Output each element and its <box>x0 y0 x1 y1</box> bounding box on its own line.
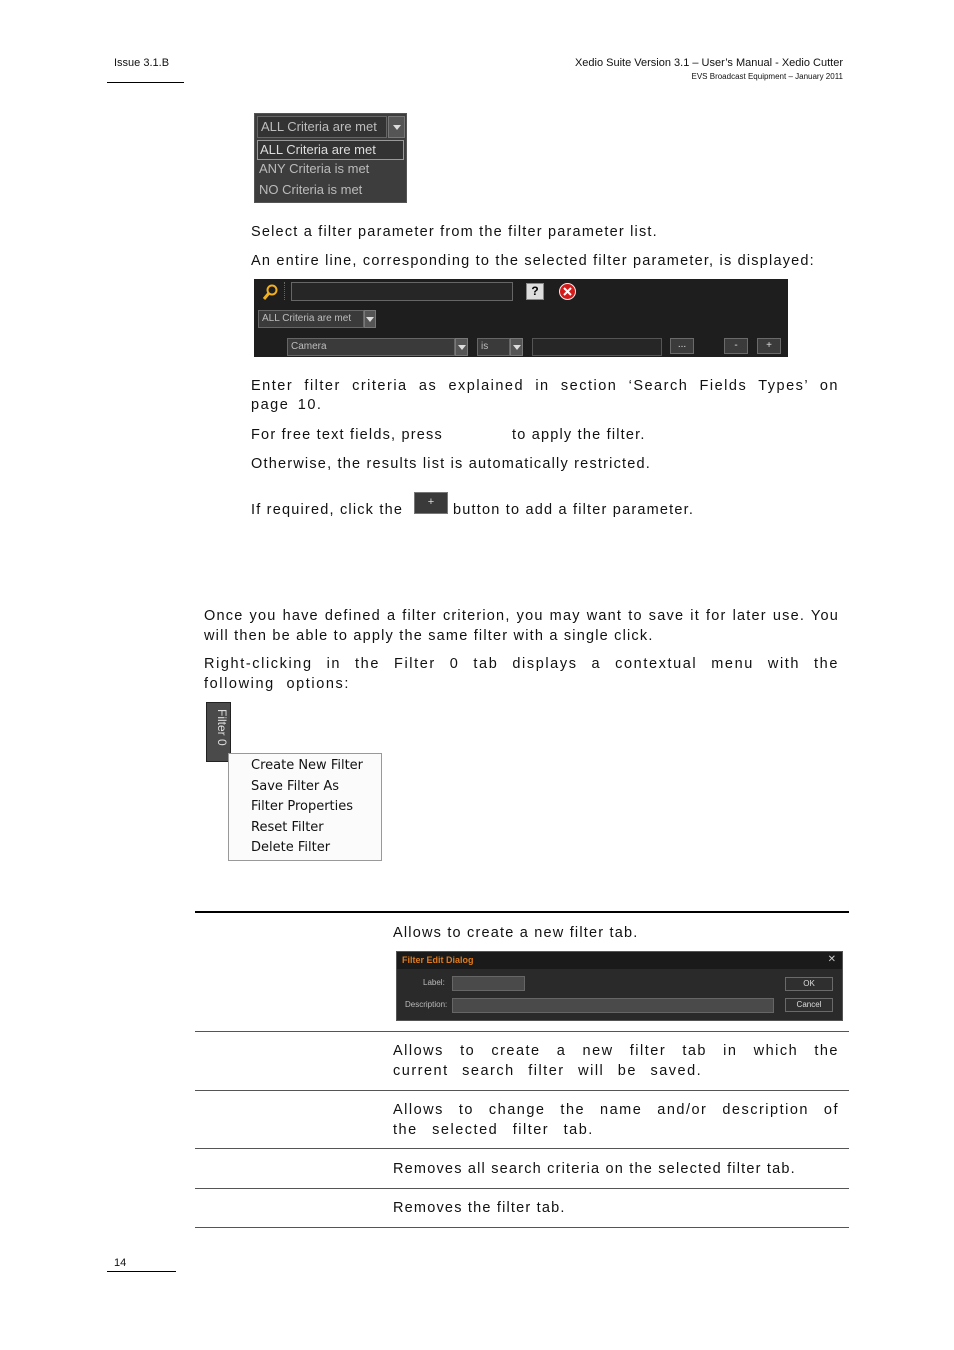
table-row-create: Allows to create a new filter tab. <box>393 925 639 941</box>
menu-item-reset-filter[interactable]: Reset Filter <box>251 820 324 835</box>
dialog-title: Filter Edit Dialog <box>402 955 474 965</box>
chevron-down-icon[interactable] <box>364 310 376 328</box>
chevron-down-icon[interactable] <box>388 116 405 138</box>
intro-paragraph-2: Right-clicking in the Filter 0 tab displays a contextual menu with the following options: <box>204 656 839 692</box>
table-row-properties: Allows to change the name and/or description of the selected filter tab. <box>393 1102 839 1138</box>
criteria-select[interactable]: ALL Criteria are met <box>258 310 364 328</box>
divider <box>284 282 287 300</box>
step-free-text-b: to apply the filter. <box>512 427 646 443</box>
criteria-dropdown[interactable] <box>254 113 407 203</box>
chevron-down-icon[interactable] <box>510 338 523 356</box>
add-filter-button-image: + <box>414 492 448 514</box>
step-enter-criteria: Enter filter criteria as explained in section ‘Search Fields Types’ on page 10. <box>251 378 839 413</box>
step-select-param: Select a filter parameter from the filter parameter list. <box>251 224 658 240</box>
criteria-option-no[interactable]: NO Criteria is met <box>259 182 363 197</box>
criteria-option-any[interactable]: ANY Criteria is met <box>259 161 370 176</box>
filter-line-panel <box>254 279 788 357</box>
field-select[interactable]: Camera <box>287 338 455 356</box>
browse-button[interactable]: ... <box>670 338 694 354</box>
dialog-description-caption: Description: <box>405 1000 448 1009</box>
table-row-divider <box>195 1188 849 1189</box>
close-icon[interactable]: ✕ <box>827 954 836 965</box>
filter-0-tab-label: Filter 0 <box>215 709 229 746</box>
menu-item-delete-filter[interactable]: Delete Filter <box>251 840 331 855</box>
page-number: 14 <box>114 1257 127 1269</box>
issue-label: Issue 3.1.B <box>114 57 170 69</box>
document-subtitle: EVS Broadcast Equipment – January 2011 <box>691 72 843 81</box>
search-input[interactable] <box>291 282 513 301</box>
table-row-delete: Removes the filter tab. <box>393 1200 566 1216</box>
table-bottom-rule <box>195 1227 849 1228</box>
ok-button[interactable]: OK <box>785 977 833 991</box>
footer-rule <box>107 1271 176 1272</box>
table-row-reset: Removes all search criteria on the selected filter tab. <box>393 1161 796 1177</box>
help-icon[interactable]: ? <box>526 283 544 300</box>
operator-select[interactable]: is <box>477 338 510 356</box>
intro-paragraph-1: Once you have defined a filter criterion, you may want to save it for later use. You will then be able to apply the same filter with a single click. <box>204 608 839 644</box>
criteria-dropdown-value[interactable]: ALL Criteria are met <box>257 116 387 138</box>
chevron-down-icon[interactable] <box>455 338 468 356</box>
search-icon[interactable] <box>262 283 280 301</box>
description-input[interactable] <box>452 998 774 1013</box>
table-row-divider <box>195 1031 849 1032</box>
table-row-divider <box>195 1090 849 1091</box>
menu-item-filter-properties[interactable]: Filter Properties <box>251 799 354 814</box>
header-rule <box>107 82 184 83</box>
step-free-text-a: For free text fields, press <box>251 427 443 443</box>
table-row-divider <box>195 1148 849 1149</box>
filter-edit-dialog <box>396 951 843 1021</box>
table-row-save: Allows to create a new filter tab in which the current search filter will be saved. <box>393 1043 839 1079</box>
label-input[interactable] <box>452 976 525 991</box>
step-line-displayed: An entire line, corresponding to the selected filter parameter, is displayed: <box>251 253 815 269</box>
step-otherwise: Otherwise, the results list is automatically restricted. <box>251 456 652 472</box>
value-input[interactable] <box>532 338 662 356</box>
menu-item-create-new-filter[interactable]: Create New Filter <box>251 758 364 773</box>
dialog-label-caption: Label: <box>423 978 445 987</box>
step-if-required-a: If required, click the <box>251 502 404 518</box>
step-if-required-b: button to add a filter parameter. <box>453 502 695 518</box>
criteria-option-all[interactable]: ALL Criteria are met <box>257 140 404 160</box>
table-top-rule <box>195 911 849 913</box>
document-title: Xedio Suite Version 3.1 – User’s Manual - Xedio Cutter <box>574 57 843 69</box>
clear-icon[interactable] <box>558 282 577 301</box>
menu-item-save-filter-as[interactable]: Save Filter As <box>251 779 340 794</box>
cancel-button[interactable]: Cancel <box>785 998 833 1012</box>
add-param-button[interactable]: + <box>757 338 781 354</box>
remove-param-button[interactable]: - <box>724 338 748 354</box>
